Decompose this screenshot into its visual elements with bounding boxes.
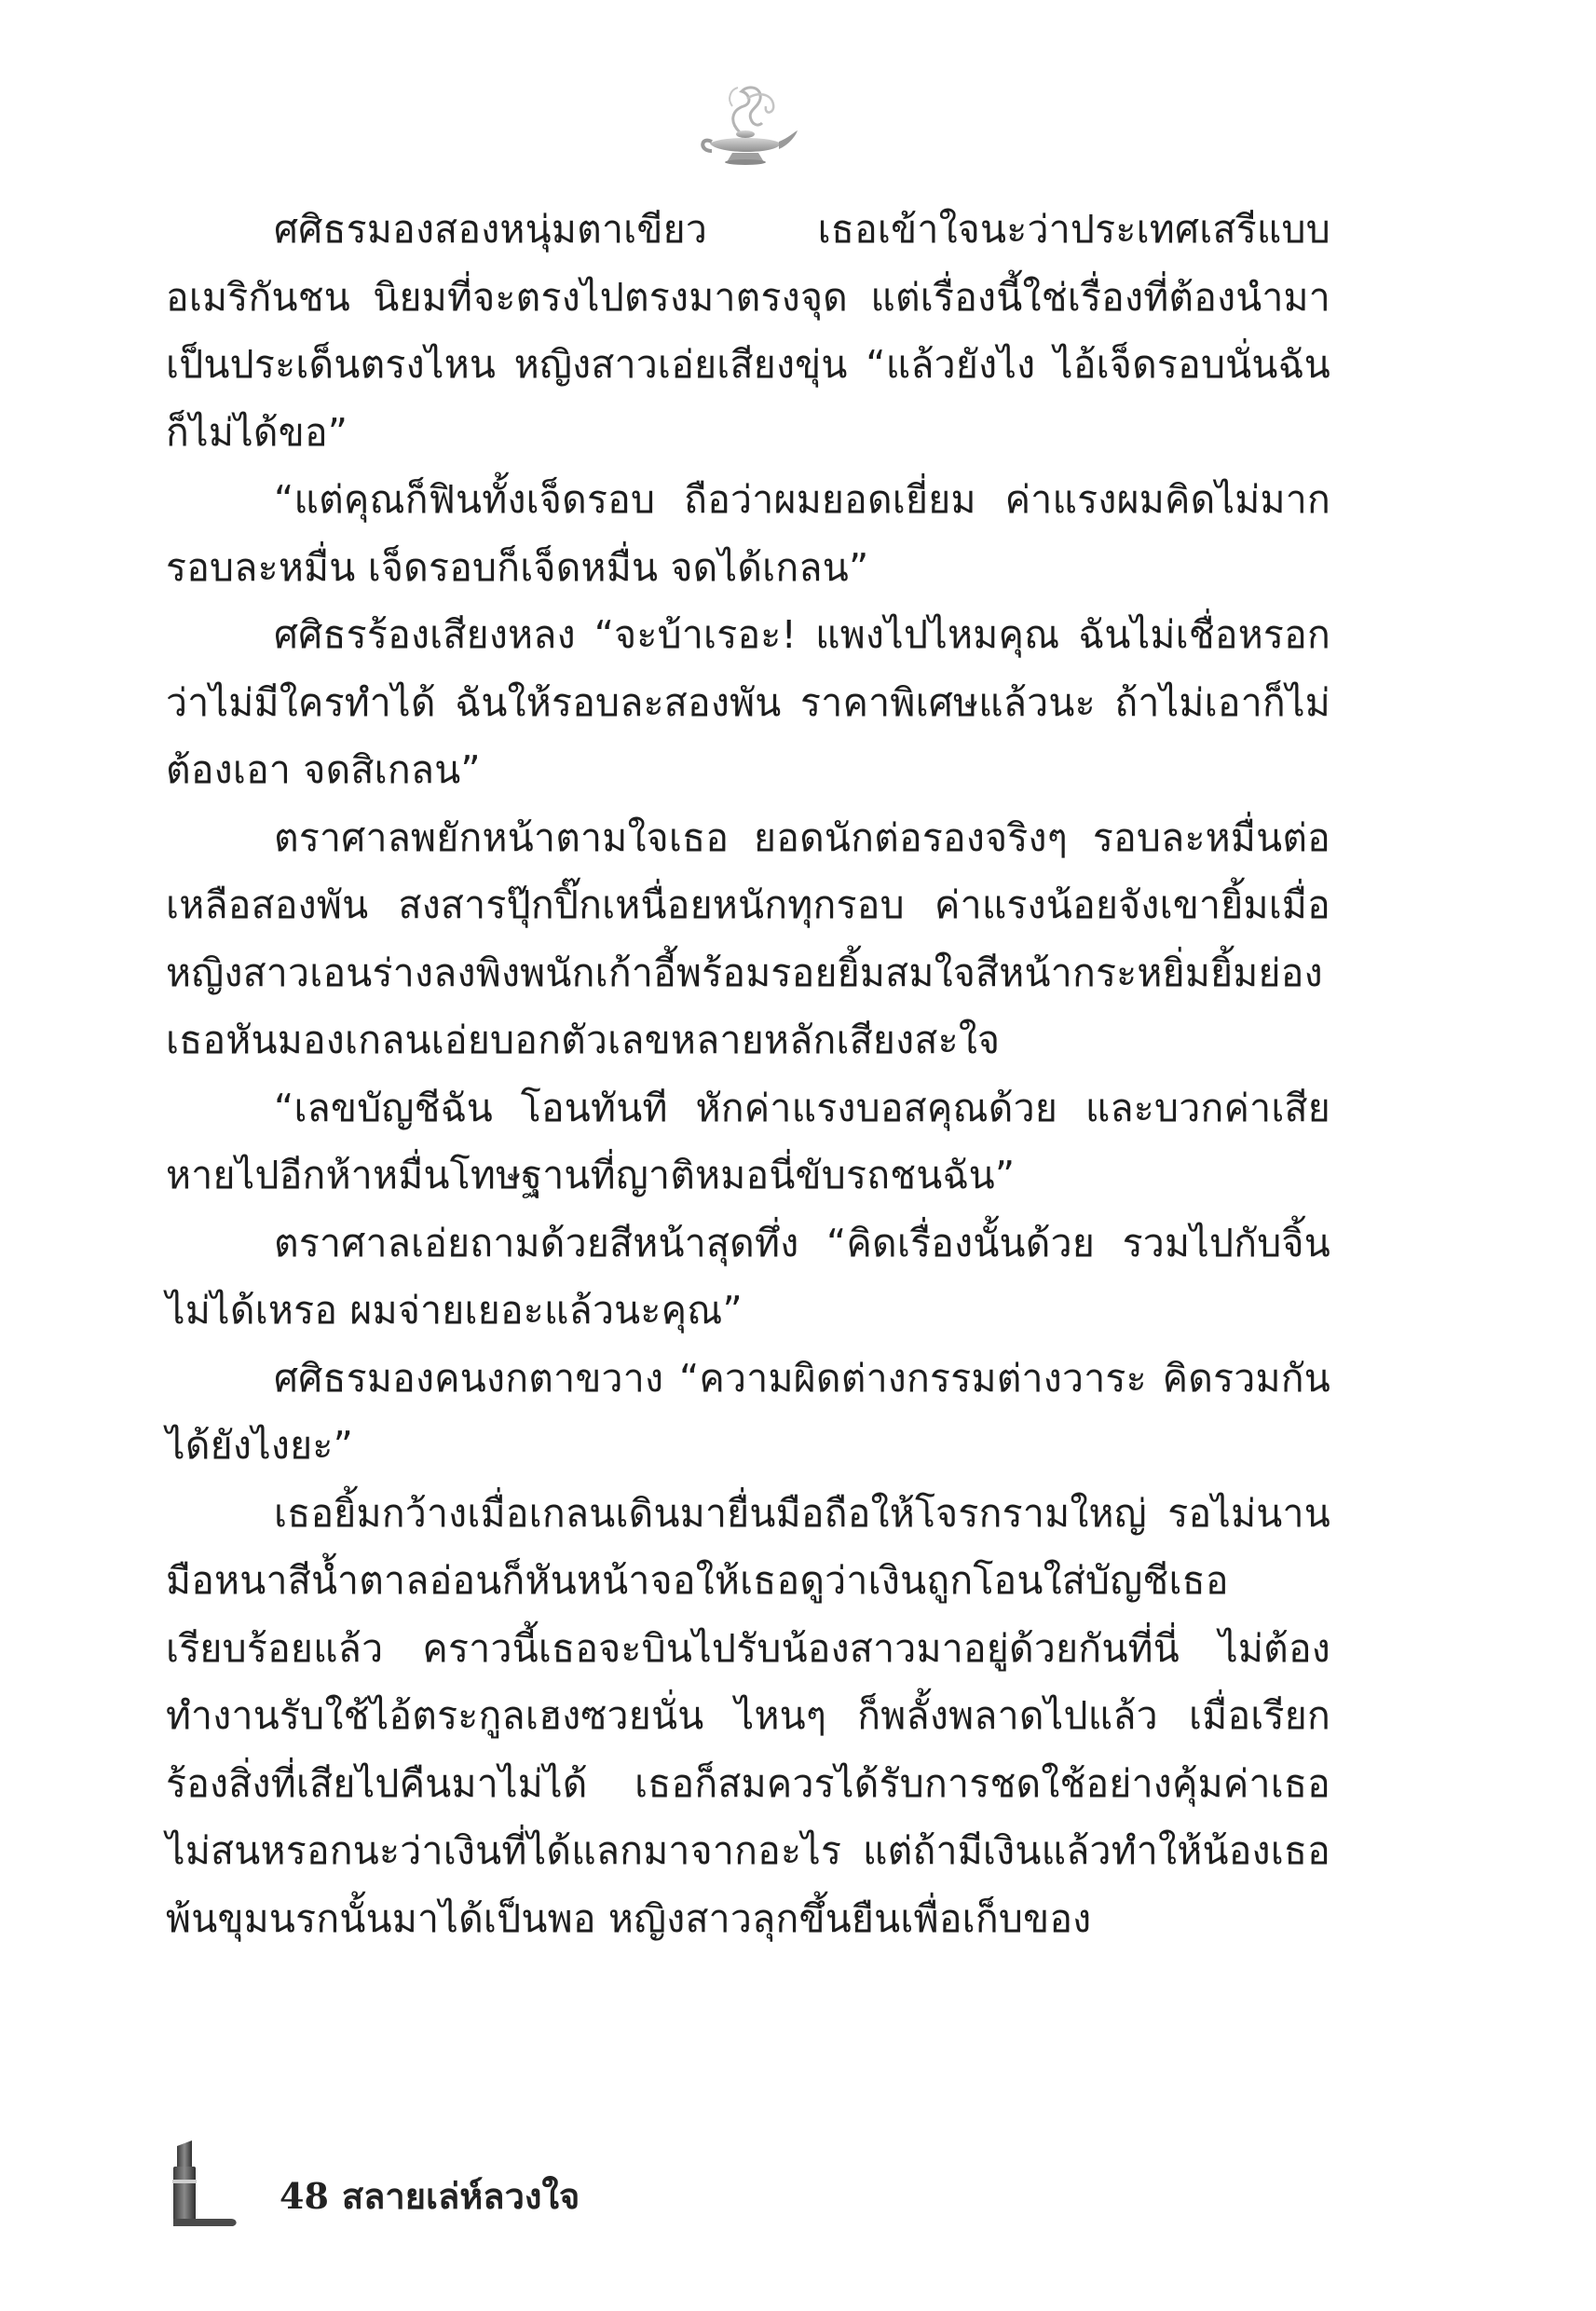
paragraph: เธอยิ้มกว้างเมื่อเกลนเดินมายื่นมือถือให้โจรกรามใหญ่ รอไม่นานมือหนาสีน้ำตาลอ่อนก็หันหน้าจอให้เธอดูว่าเงินถูกโอนใส่บัญชีเธอเรียบร้อยแล้ว คราวนี้เธอจะบินไปรับน้องสาวมาอยู่ด้วยกันที่นี่ ไม่ต้องทำงานรับใช้ไอ้ตระกูลเฮงซวยนั่น ไหนๆ ก็พลั้งพลาดไปแล้ว เมื่อเรียกร้องสิ่งที่เสียไปคืนมาไม่ได้ เธอก็สมควรได้รับการชดใช้อย่างคุ้มค่าเธอไม่สนหรอกนะว่าเงินที่ได้แลกมาจากอะไร แต่ถ้ามีเงินแล้วทำให้น้องเธอพ้นขุมนรกนั้นมาได้เป็นพอ หญิงสาวลุกขึ้นยืนเพื่อเก็บของ	[166, 1490, 1330, 1941]
paragraph: ศศิธรมองสองหนุ่มตาเขียว เธอเข้าใจนะว่าประเทศเสรีแบบอเมริกันชน นิยมที่จะตรงไปตรงมาตรงจุด แต่เรื่องนี้ใช่เรื่องที่ต้องนำมาเป็นประเด็นตรงไหน หญิงสาวเอ่ยเสียงขุ่น “แล้วยังไง ไอ้เจ็ดรอบนั่นฉันก็ไม่ได้ขอ”	[166, 207, 1330, 455]
genie-lamp-icon	[691, 78, 801, 168]
paragraph: ตราศาลพยักหน้าตามใจเธอ ยอดนักต่อรองจริงๆ รอบละหมื่นต่อเหลือสองพัน สงสารปุ๊กปิ๊กเหนื่อยหนักทุกรอบ ค่าแรงน้อยจังเขายิ้มเมื่อหญิงสาวเอนร่างลงพิงพนักเก้าอี้พร้อมรอยยิ้มสมใจสีหน้ากระหยิ่มยิ้มย่อง เธอหันมองเกลนเอ่ยบอกตัวเลขหลายหลักเสียงสะใจ	[166, 814, 1330, 1062]
paragraph: “เลขบัญชีฉัน โอนทันที หักค่าแรงบอสคุณด้วย และบวกค่าเสียหายไปอีกห้าหมื่นโทษฐานที่ญาติหมอนี่ขับรถชนฉัน”	[166, 1085, 1330, 1197]
lipstick-icon	[166, 2139, 240, 2232]
paragraph: ศศิธรร้องเสียงหลง “จะบ้าเรอะ! แพงไปไหมคุณ ฉันไม่เชื่อหรอกว่าไม่มีใครทำได้ ฉันให้รอบละสองพัน ราคาพิเศษแล้วนะ ถ้าไม่เอาก็ไม่ต้องเอา จดสิเกลน”	[166, 612, 1330, 792]
paragraph: “แต่คุณก็ฟินทั้งเจ็ดรอบ ถือว่าผมยอดเยี่ยม ค่าแรงผมคิดไม่มากรอบละหมื่น เจ็ดรอบก็เจ็ดหมื่น จดได้เกลน”	[166, 477, 1330, 590]
book-title: สลายเล่ห์ลวงใจ	[341, 2175, 580, 2217]
page-footer	[166, 2139, 818, 2232]
paragraph: ตราศาลเอ่ยถามด้วยสีหน้าสุดทึ่ง “คิดเรื่องนั้นด้วย รวมไปกับจิ้นไม่ได้เหรอ ผมจ่ายเยอะแล้วนะคุณ”	[166, 1220, 1330, 1333]
paragraph: ศศิธรมองคนงกตาขวาง “ความผิดต่างกรรมต่างวาระ คิดรวมกันได้ยังไงยะ”	[166, 1355, 1330, 1468]
body-text	[166, 196, 1330, 1952]
page-number: 48	[280, 2175, 329, 2217]
footer-folio	[280, 2176, 580, 2217]
